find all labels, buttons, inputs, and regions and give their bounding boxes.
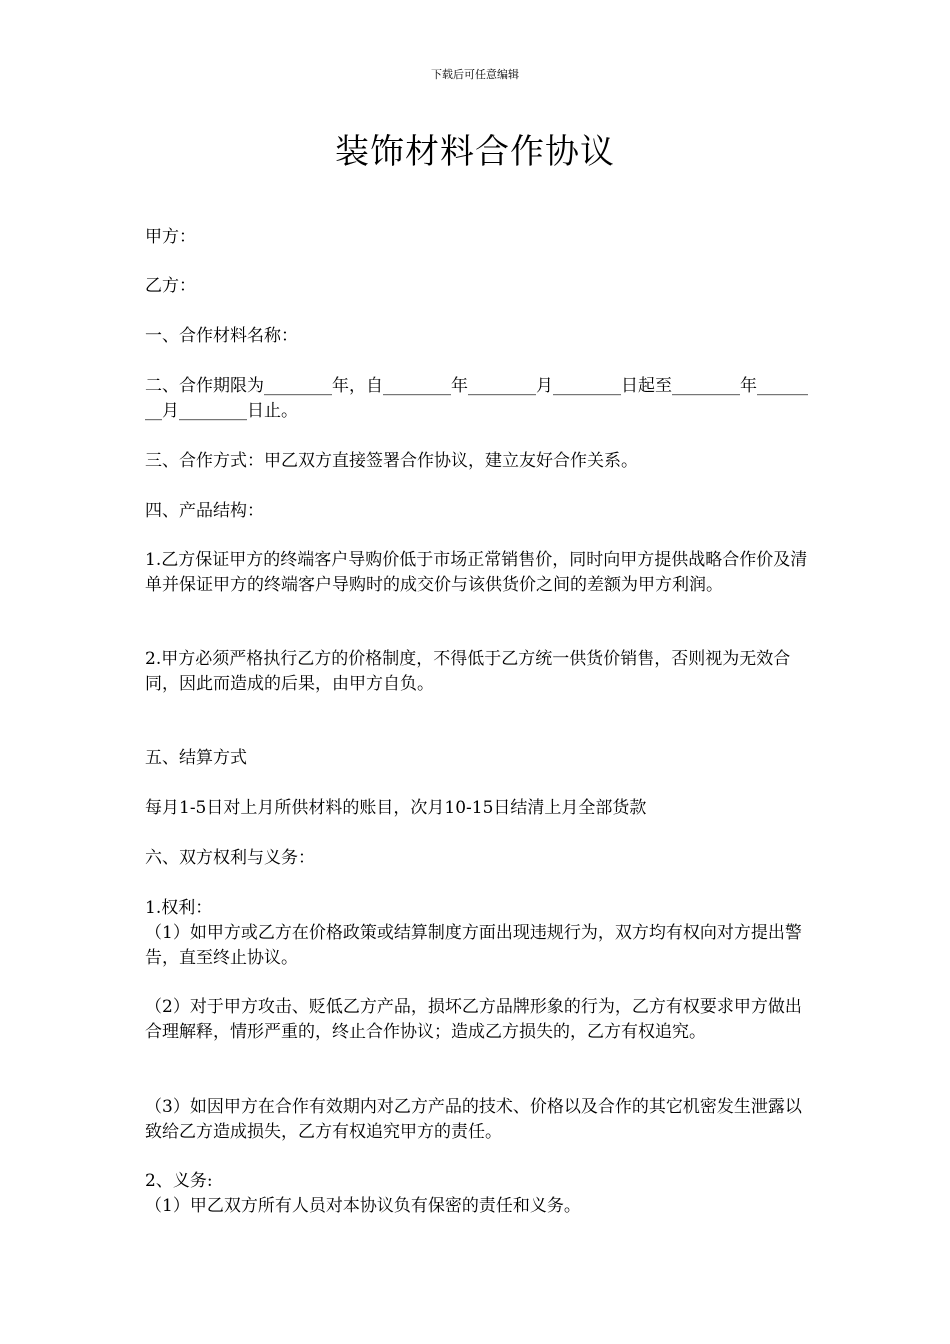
section-3-cooperation-mode: 三、合作方式：甲乙双方直接签署合作协议，建立友好合作关系。: [145, 451, 638, 471]
section-4-heading: 四、产品结构：: [145, 501, 264, 521]
section-5-content: 每月1-5日对上月所供材料的账目，次月10-15日结清上月全部货款: [145, 798, 647, 818]
section-4-item-1: 1.乙方保证甲方的终端客户导购价低于市场正常销售价，同时向甲方提供战略合作价及清单并保证甲方的终端客户导购时的成交价与该供货价之间的差额为甲方利润。: [145, 550, 808, 595]
party-a-line: 甲方：: [145, 227, 196, 247]
section-5-heading: 五、结算方式: [145, 748, 247, 768]
document-title: 装饰材料合作协议: [335, 132, 615, 172]
rights-item-1: 1.权利： （1）如甲方或乙方在价格政策或结算制度方面出现违规行为，双方均有权向对方提出警告，直至终止协议。: [145, 898, 802, 968]
rights-item-2: （2）对于甲方攻击、贬低乙方产品，损坏乙方品牌形象的行为，乙方有权要求甲方做出合理解释，情形严重的，终止合作协议；造成乙方损失的，乙方有权追究。: [145, 997, 802, 1042]
party-b-line: 乙方：: [145, 276, 196, 296]
section-4-item-2: 2.甲方必须严格执行乙方的价格制度，不得低于乙方统一供货价销售，否则视为无效合同，因此而造成的后果，由甲方自负。: [145, 649, 791, 694]
section-2-term: 二、合作期限为________年，自________年________月________日起至________年________月________日止。: [145, 376, 808, 421]
header-note: 下载后可任意编辑: [431, 68, 519, 81]
rights-item-3: （3）如因甲方在合作有效期内对乙方产品的技术、价格以及合作的其它机密发生泄露以致给乙方造成损失，乙方有权追究甲方的责任。: [145, 1097, 802, 1142]
section-6-heading: 六、双方权利与义务：: [145, 848, 315, 868]
section-1-material-name: 一、合作材料名称：: [145, 326, 298, 346]
obligations-item-1: 2、义务: （1）甲乙双方所有人员对本协议负有保密的责任和义务。: [145, 1171, 581, 1216]
